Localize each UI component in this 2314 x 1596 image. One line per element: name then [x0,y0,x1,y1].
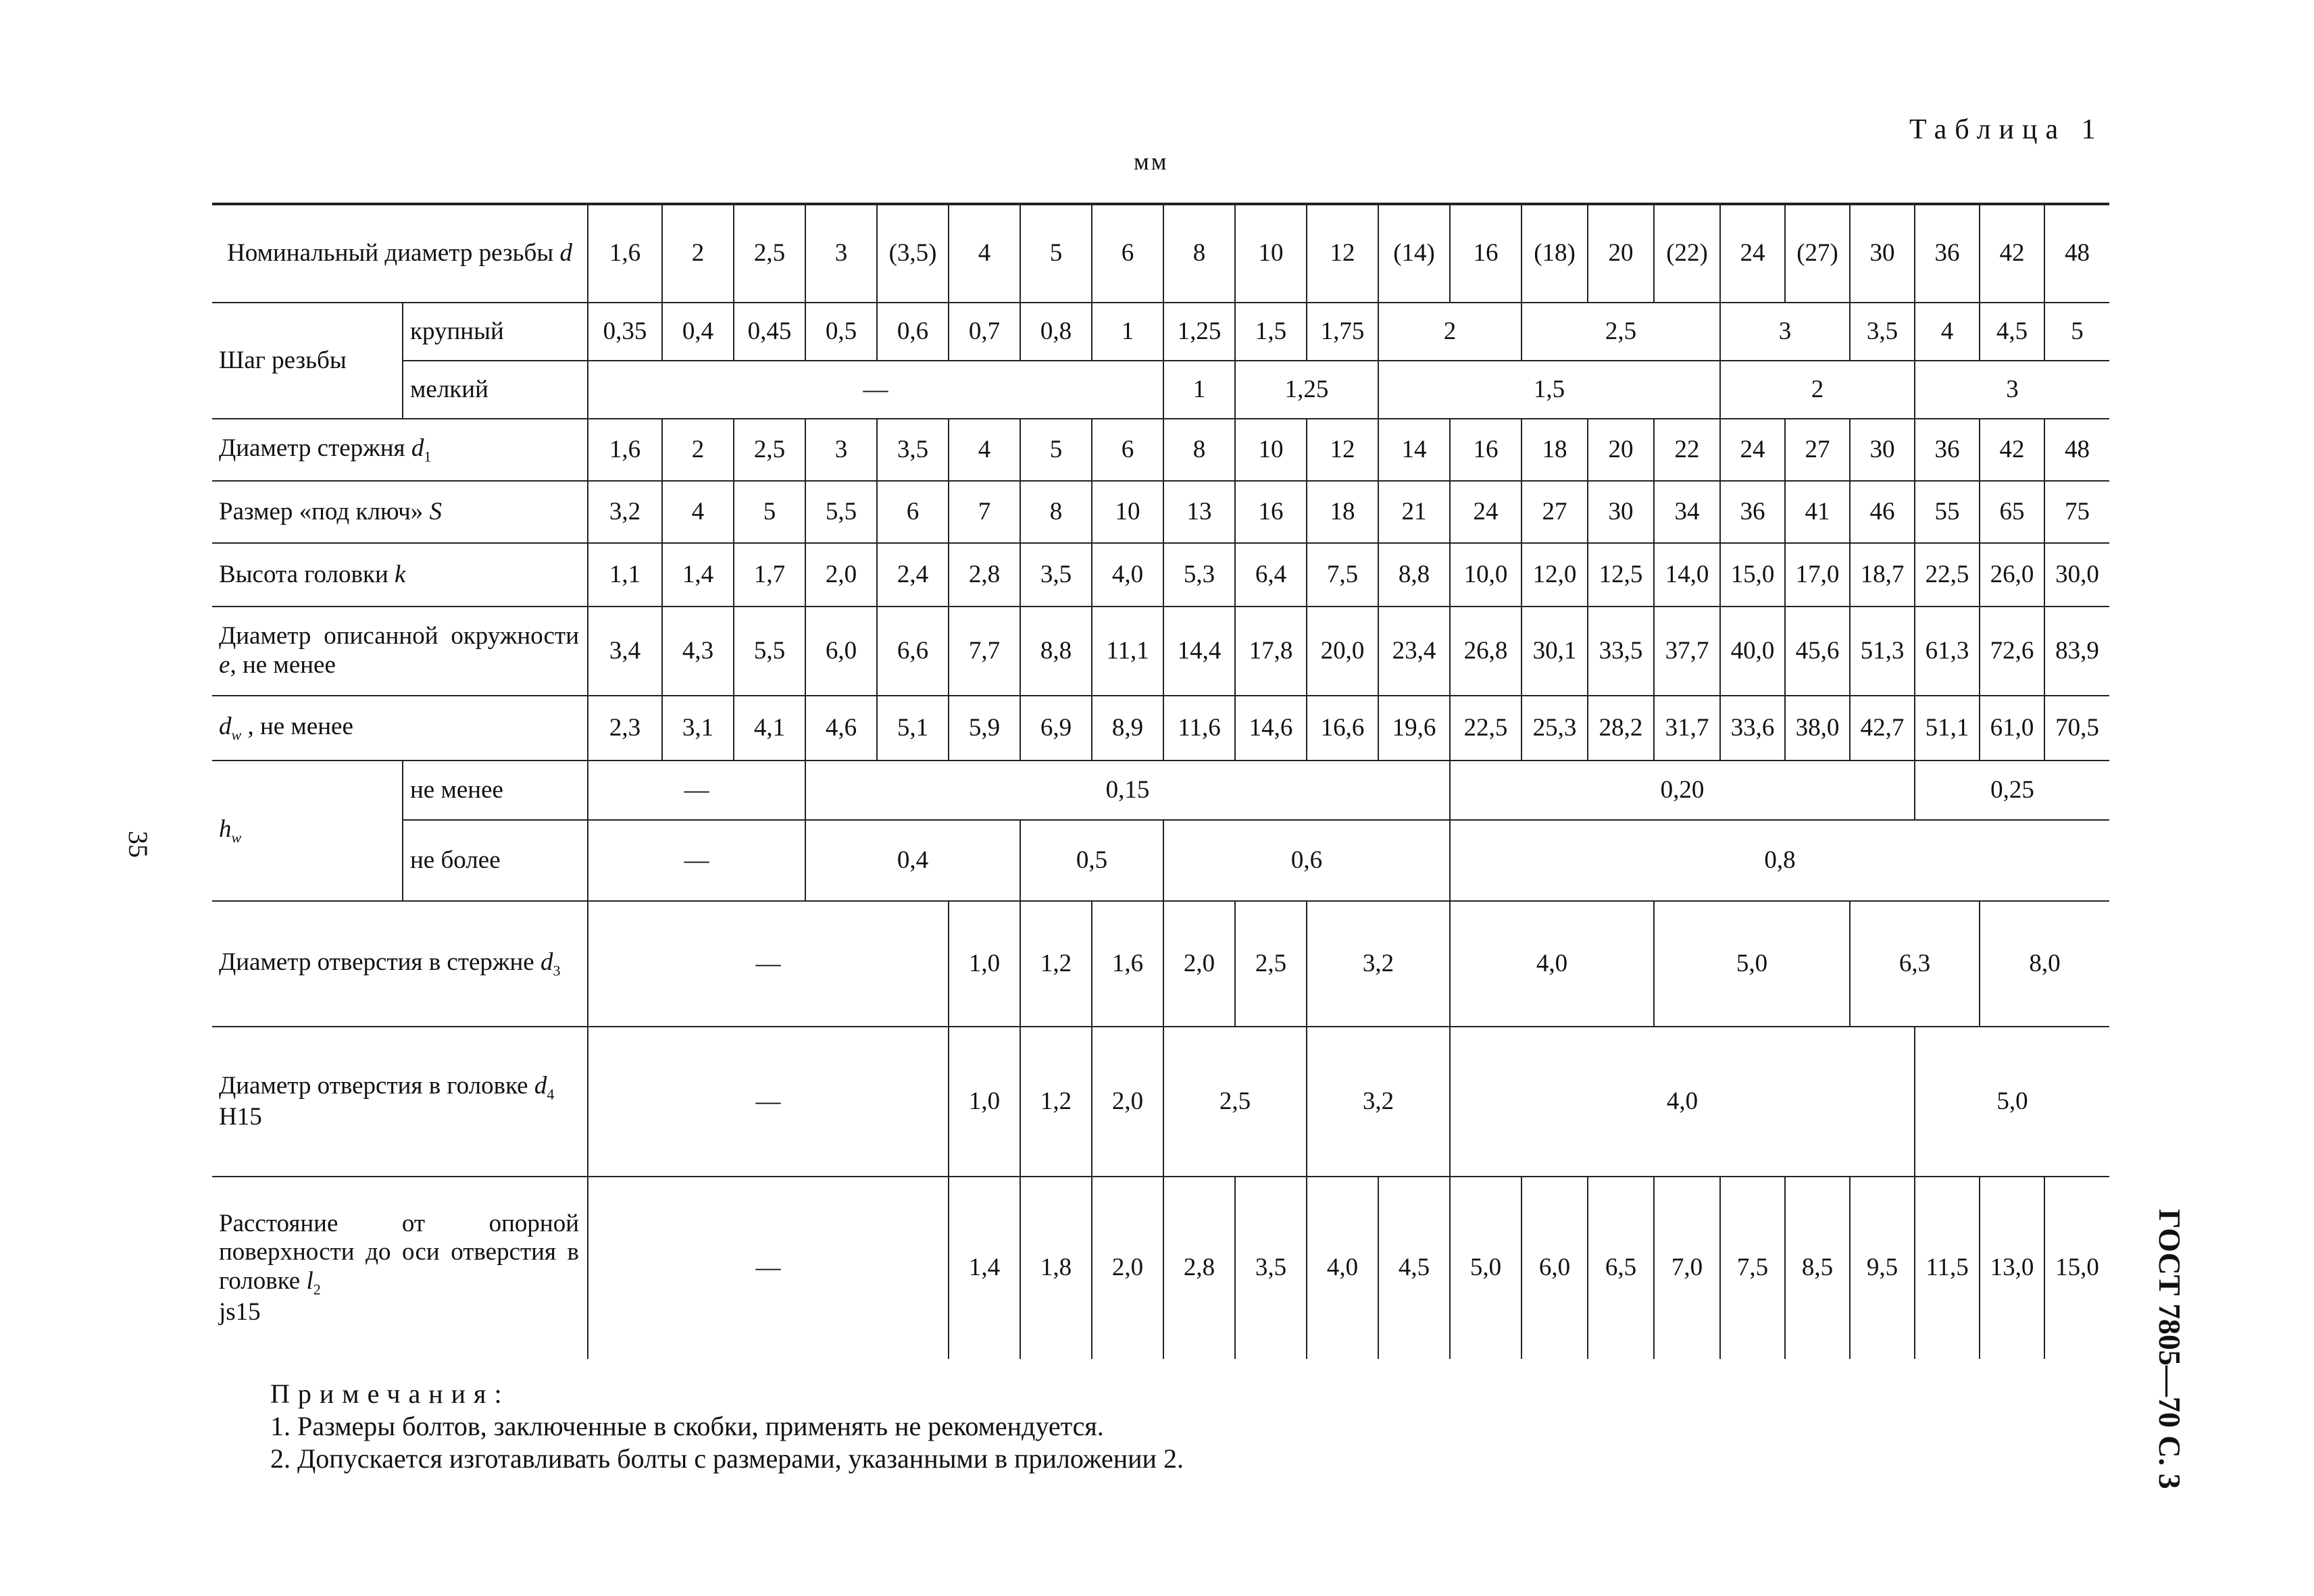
cell: 37,7 [1654,607,1720,696]
cell: 2,0 [1092,1177,1163,1359]
cell: 5 [1020,204,1092,303]
cell: 33,6 [1720,696,1785,761]
cell: 3,2 [1307,1027,1450,1177]
cell: 1,6 [588,204,662,303]
row-e [212,607,2109,696]
cell: 2,3 [588,696,662,761]
cell: (22) [1654,204,1720,303]
cell: 12,5 [1588,543,1654,607]
cell: 8,8 [1020,607,1092,696]
cell: 1,2 [1020,901,1092,1027]
cell: 11,6 [1163,696,1235,761]
note-item: 1. Размеры болтов, заключенные в скобки, применять не рекомендуется. [270,1411,1104,1441]
cell: 48 [2044,419,2109,481]
row-k [212,543,2109,607]
cell: 42 [1980,419,2044,481]
cell: 30 [1850,419,1915,481]
cell: 0,20 [1450,761,1915,820]
cell: 10 [1235,204,1307,303]
unit-label: мм [1134,148,1169,175]
cell: 38,0 [1785,696,1850,761]
cell: 7,0 [1654,1177,1720,1359]
cell: 16 [1235,481,1307,543]
cell: 3,2 [588,481,662,543]
cell: 55 [1915,481,1980,543]
cell: 5,0 [1915,1027,2109,1177]
cell: — [588,1027,949,1177]
cell: 22,5 [1915,543,1980,607]
cell: (3,5) [877,204,949,303]
cell: 6 [1092,204,1163,303]
cell: 0,8 [1020,303,1092,361]
cell: 18 [1307,481,1378,543]
cell: 2,8 [1163,1177,1235,1359]
cell: 4,3 [662,607,734,696]
cell: 36 [1720,481,1785,543]
cell: 15,0 [1720,543,1785,607]
cell: 1,75 [1307,303,1378,361]
d3-label: Диаметр отверстия в стержне $d_3$ [212,901,588,1027]
cell: 2,0 [805,543,877,607]
cell: — [588,1177,949,1359]
cell: 2 [1720,361,1915,419]
row-pitch-fine [212,361,2109,419]
cell: 1,8 [1020,1177,1092,1359]
cell: 0,6 [877,303,949,361]
cell: 3 [805,204,877,303]
cell: 1 [1163,361,1235,419]
cell: 2,0 [1092,1027,1163,1177]
cell: 4,0 [1307,1177,1378,1359]
cell: 65 [1980,481,2044,543]
cell: 6,0 [1521,1177,1588,1359]
cell: 1,5 [1378,361,1720,419]
cell: 4 [662,481,734,543]
row-dw [212,696,2109,761]
row-hw-max [212,820,2109,901]
cell: 4,0 [1450,1027,1915,1177]
cell: — [588,820,805,901]
pitch-label: Шаг резьбы [212,303,403,419]
cell: 22,5 [1450,696,1521,761]
hw-min-label: не менее [403,761,588,820]
cell: 51,3 [1850,607,1915,696]
cell: 7,7 [949,607,1020,696]
cell: 46 [1850,481,1915,543]
cell: 10,0 [1450,543,1521,607]
cell: 24 [1450,481,1521,543]
cell: 3,5 [1850,303,1915,361]
cell: 0,8 [1450,820,2109,901]
cell: 15,0 [2044,1177,2109,1359]
cell: 1,6 [1092,901,1163,1027]
cell: 0,5 [805,303,877,361]
cell: 1,0 [949,901,1020,1027]
cell: 5 [734,481,805,543]
cell: 14,6 [1235,696,1307,761]
cell: 27 [1521,481,1588,543]
cell: 5,9 [949,696,1020,761]
cell: 0,4 [805,820,1020,901]
cell: 3 [1915,361,2109,419]
hw-max-label: не более [403,820,588,901]
cell: 42,7 [1850,696,1915,761]
cell: 4,0 [1450,901,1654,1027]
cell: — [588,361,1163,419]
cell: 5,5 [734,607,805,696]
cell: (14) [1378,204,1450,303]
row-d1 [212,419,2109,481]
cell: 20 [1588,204,1654,303]
row-s [212,481,2109,543]
cell: 18 [1521,419,1588,481]
cell: 33,5 [1588,607,1654,696]
cell: 14,4 [1163,607,1235,696]
cell: (18) [1521,204,1588,303]
cell: 30,1 [1521,607,1588,696]
cell: 23,4 [1378,607,1450,696]
cell: 2,4 [877,543,949,607]
cell: 4,5 [1378,1177,1450,1359]
notes [270,1378,1184,1475]
cell: 8 [1163,204,1235,303]
cell: 8,5 [1785,1177,1850,1359]
d1-label: Диаметр стержня $d_1$ [212,419,588,481]
cell: 1,6 [588,419,662,481]
cell: 1,4 [662,543,734,607]
cell: 2 [662,204,734,303]
cell: 8 [1020,481,1092,543]
cell: 0,25 [1915,761,2109,820]
dw-label: $d_w$ , не менее [212,696,588,761]
cell: 5 [1020,419,1092,481]
cell: 3,4 [588,607,662,696]
cell: 1,4 [949,1177,1020,1359]
row-hw-min [212,761,2109,820]
cell: 8,9 [1092,696,1163,761]
note-item: 2. Допускается изготавливать болты с размерами, указанными в приложении 2. [270,1443,1184,1474]
cell: 28,2 [1588,696,1654,761]
cell: — [588,901,949,1027]
cell: 3,1 [662,696,734,761]
cell: 5 [2044,303,2109,361]
cell: 4,0 [1092,543,1163,607]
cell: 4 [949,419,1020,481]
cell: 2,5 [1163,1027,1307,1177]
cell: 13,0 [1980,1177,2044,1359]
cell: 16,6 [1307,696,1378,761]
cell: 26,0 [1980,543,2044,607]
cell: 7,5 [1307,543,1378,607]
cell: 0,35 [588,303,662,361]
cell: 21 [1378,481,1450,543]
e-label: Диаметр описанной окружности e, не менее [212,607,588,696]
cell: 14 [1378,419,1450,481]
cell: 22 [1654,419,1720,481]
row-label [212,204,588,303]
cell: 0,45 [734,303,805,361]
d4-label: Диаметр отверстия в головке $d_4$ H15 [212,1027,588,1177]
cell: 5,5 [805,481,877,543]
cell: 6,3 [1850,901,1980,1027]
cell: 45,6 [1785,607,1850,696]
cell: 8,0 [1980,901,2109,1027]
cell: 7 [949,481,1020,543]
cell: 10 [1235,419,1307,481]
cell: 16 [1450,419,1521,481]
cell: 1,2 [1020,1027,1092,1177]
cell: 1,25 [1235,361,1378,419]
cell: 34 [1654,481,1720,543]
pitch-fine-label: мелкий [403,361,588,419]
cell: 17,0 [1785,543,1850,607]
cell: 3,2 [1307,901,1450,1027]
cell: 30 [1850,204,1915,303]
k-label: Высота головки k [212,543,588,607]
cell: 2 [1378,303,1521,361]
cell: 17,8 [1235,607,1307,696]
cell: 41 [1785,481,1850,543]
cell: 9,5 [1850,1177,1915,1359]
table-caption: Таблица 1 [1909,114,2104,145]
cell: 16 [1450,204,1521,303]
cell: 4,6 [805,696,877,761]
cell: (27) [1785,204,1850,303]
cell: 12,0 [1521,543,1588,607]
cell: 6,0 [805,607,877,696]
cell: 2,5 [1235,901,1307,1027]
cell: 6,5 [1588,1177,1654,1359]
cell: 72,6 [1980,607,2044,696]
cell: 4 [1915,303,1980,361]
cell: 1,25 [1163,303,1235,361]
cell: 2 [662,419,734,481]
cell: 70,5 [2044,696,2109,761]
cell: 1,7 [734,543,805,607]
cell: 8 [1163,419,1235,481]
cell: 40,0 [1720,607,1785,696]
cell: 83,9 [2044,607,2109,696]
cell: 0,4 [662,303,734,361]
cell: 3,5 [877,419,949,481]
cell: 31,7 [1654,696,1720,761]
cell: 75 [2044,481,2109,543]
d4-tolerance: H15 [219,1102,262,1131]
cell: 10 [1092,481,1163,543]
cell: 4,5 [1980,303,2044,361]
cell: 6,6 [877,607,949,696]
page-number: 35 [123,831,153,858]
notes-heading: Примечания: [270,1379,510,1409]
bolt-dimensions-table [212,203,2109,1359]
cell: 30,0 [2044,543,2109,607]
cell: 26,8 [1450,607,1521,696]
cell: 7,5 [1720,1177,1785,1359]
cell: 3 [1720,303,1850,361]
cell: 6,4 [1235,543,1307,607]
cell: 11,1 [1092,607,1163,696]
cell: 14,0 [1654,543,1720,607]
l2-label: Расстояние от опорной поверхности до оси отверстия в головке $l_2$ js15 [212,1177,588,1359]
cell: 20,0 [1307,607,1378,696]
cell: 11,5 [1915,1177,1980,1359]
cell: 61,0 [1980,696,2044,761]
cell: 1,1 [588,543,662,607]
cell: 48 [2044,204,2109,303]
cell: 1 [1092,303,1163,361]
cell: 3,5 [1235,1177,1307,1359]
cell: 8,8 [1378,543,1450,607]
cell: 1,5 [1235,303,1307,361]
cell: 20 [1588,419,1654,481]
cell: 5,0 [1450,1177,1521,1359]
cell: 12 [1307,204,1378,303]
cell: 0,6 [1163,820,1450,901]
cell: 30 [1588,481,1654,543]
cell: 51,1 [1915,696,1980,761]
cell: 2,5 [1521,303,1720,361]
cell: 24 [1720,204,1785,303]
row-nominal-diameter [212,204,2109,303]
cell: 6 [1092,419,1163,481]
hw-label: $h_w$ [212,761,403,901]
nominal-diameter-label: Номинальный диаметр резьбы d [227,239,572,267]
cell: 6,9 [1020,696,1092,761]
row-d4 [212,1027,2109,1177]
cell: 2,0 [1163,901,1235,1027]
row-pitch-coarse [212,303,2109,361]
cell: — [588,761,805,820]
cell: 13 [1163,481,1235,543]
cell: 27 [1785,419,1850,481]
cell: 3,5 [1020,543,1092,607]
cell: 4,1 [734,696,805,761]
cell: 2,5 [734,419,805,481]
s-label: Размер «под ключ» S [212,481,588,543]
cell: 25,3 [1521,696,1588,761]
cell: 61,3 [1915,607,1980,696]
l2-tolerance: js15 [219,1297,261,1326]
cell: 19,6 [1378,696,1450,761]
cell: 2,5 [734,204,805,303]
cell: 5,1 [877,696,949,761]
standard-code: ГОСТ 7805—70 С. 3 [2153,1209,2187,1489]
cell: 18,7 [1850,543,1915,607]
cell: 0,5 [1020,820,1163,901]
cell: 0,7 [949,303,1020,361]
cell: 36 [1915,419,1980,481]
cell: 24 [1720,419,1785,481]
cell: 0,15 [805,761,1450,820]
pitch-coarse-label: крупный [403,303,588,361]
cell: 5,0 [1654,901,1850,1027]
cell: 42 [1980,204,2044,303]
cell: 6 [877,481,949,543]
row-d3 [212,901,2109,1027]
cell: 12 [1307,419,1378,481]
cell: 5,3 [1163,543,1235,607]
cell: 36 [1915,204,1980,303]
cell: 2,8 [949,543,1020,607]
row-l2 [212,1177,2109,1359]
cell: 1,0 [949,1027,1020,1177]
cell: 4 [949,204,1020,303]
cell: 3 [805,419,877,481]
